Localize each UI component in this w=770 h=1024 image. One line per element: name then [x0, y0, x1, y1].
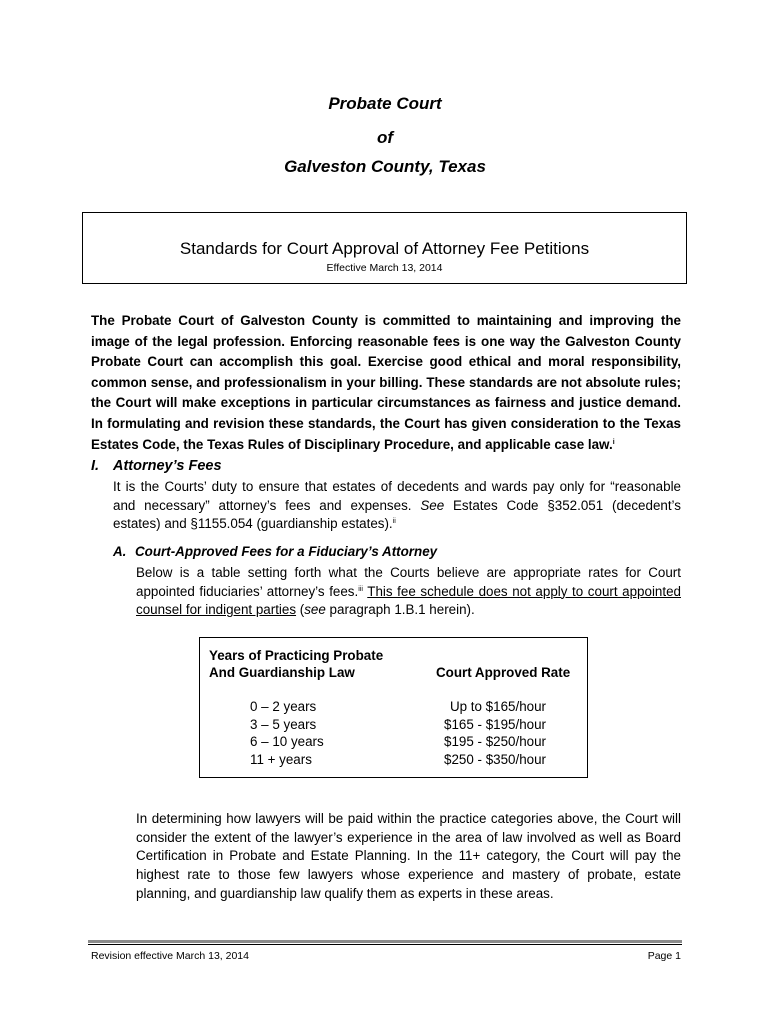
- table-row-years: 3 – 5 years: [250, 716, 317, 732]
- table-row-rate: Up to $165/hour: [449, 699, 546, 714]
- section-1-text-b: Estates Code §352.051 (decedent’s estates) and §1155.054 (guardianship estates).: [113, 497, 681, 532]
- section-a-text-b: (: [296, 602, 305, 618]
- table-row-rate: $195 - $250/hour: [444, 734, 546, 749]
- section-a-paragraph: [136, 564, 681, 620]
- section-1-text-a: It is the Courts’ duty to ensure that estates of decedents and wards pay only for “reasonable and necessary” attorney’s fees and expenses.: [113, 479, 681, 513]
- section-a-title: Court-Approved Fees for a Fiduciary’s Attorney: [135, 544, 438, 559]
- table-row-rate: $250 - $350/hour: [444, 751, 546, 767]
- table-row-years: 6 – 10 years: [250, 734, 324, 749]
- intro-text: The Probate Court of Galveston County is committed to maintaining and improving the image of the legal profession. Enforcing reasonable fees is one way the Galveston County Probate Court can accomplish this goal. Exercise good ethical and moral responsibility, common sense, and professionalism in your billing. These standards are not absolute rules; the Court will make exceptions in particular circumstances as fairness and justice demand. In formulating and revision these standards, the Court has given consideration to the Texas Estates Code, the Texas Rules of Disciplinary Procedure, and applicable case law.: [91, 313, 681, 452]
- endnote-ref-ii: ii: [392, 518, 396, 526]
- section-a-see: see: [304, 602, 326, 618]
- footer-rule-thick: [88, 940, 682, 943]
- fee-table-header-rate: Court Approved Rate: [436, 665, 571, 680]
- court-title: Probate Court: [328, 94, 442, 113]
- section-a-underlined: This fee schedule does not apply to court appointed counsel for indigent parties: [136, 583, 681, 618]
- section-1-title: Attorney’s Fees: [113, 458, 222, 474]
- fee-table-rate-column: [436, 698, 546, 768]
- endnote-ref-iii: iii: [358, 585, 363, 593]
- footer-revision: Revision effective March 13, 2014: [91, 950, 249, 962]
- standards-box: [82, 212, 687, 284]
- table-row-years: 0 – 2 years: [250, 699, 317, 714]
- section-1-see: See: [420, 497, 445, 513]
- page-number: Page 1: [647, 950, 681, 962]
- section-a-text-c: paragraph 1.B.1 herein).: [325, 602, 475, 618]
- table-row-rate: $165 - $195/hour: [444, 716, 546, 732]
- section-a-text-a: Below is a table setting forth what the Courts believe are appropriate rates for Court appointed fiduciaries’ attorney’s fees.: [136, 565, 681, 599]
- footer-rule-thin: [88, 944, 682, 945]
- fee-table: [199, 637, 588, 778]
- section-a-letter: A.: [113, 544, 127, 559]
- intro-paragraph: [91, 311, 681, 455]
- fee-table-header-years-line2: And Guardianship Law: [209, 665, 355, 680]
- section-1-paragraph: [113, 478, 681, 534]
- fee-table-years-column: [250, 698, 324, 768]
- section-1-heading: [91, 458, 222, 474]
- fee-table-header-years-line1: Years of Practicing Probate: [209, 648, 384, 663]
- section-a-heading: [113, 544, 437, 559]
- court-title-of: of: [376, 128, 394, 147]
- endnote-ref-i: i: [612, 438, 615, 446]
- fee-table-header-years: [209, 647, 383, 681]
- table-row-years: 11 + years: [250, 751, 312, 767]
- section-1-number: I.: [91, 458, 100, 474]
- standards-title: Standards for Court Approval of Attorney Fee Petitions: [179, 239, 590, 258]
- effective-date: Effective March 13, 2014: [326, 262, 443, 274]
- closing-paragraph: In determining how lawyers will be paid within the practice categories above, the Court will consider the extent of the lawyer’s experience in the area of law involved as well as Board Certification in Probate and Estate Planning. In the 11+ category, the Court will pay the highest rate to those few lawyers whose experience and mastery of probate, estate planning, and guardianship law qualify them as experts in these areas.: [136, 811, 681, 901]
- county-title: Galveston County, Texas: [284, 157, 486, 176]
